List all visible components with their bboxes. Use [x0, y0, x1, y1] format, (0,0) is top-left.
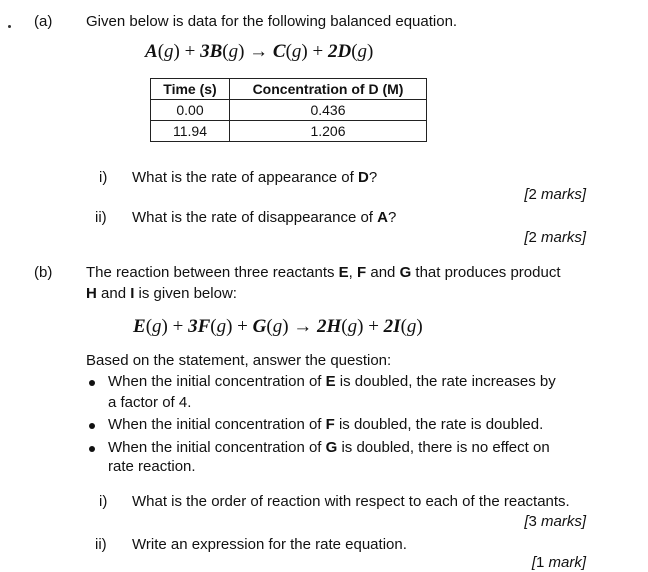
eq-b-species-h: 2H [317, 316, 342, 337]
bullet-dot [89, 423, 95, 429]
table-cell: 1.206 [230, 121, 427, 142]
table-header-time: Time (s) [151, 79, 230, 100]
eq-b-species-f: 3F [188, 316, 211, 337]
bullet-item-2-line1: When the initial concentration of F is doubled, the rate is doubled. [108, 416, 544, 433]
part-b-intro-line2: H and I is given below: [86, 285, 237, 302]
eq-a-species-c: C [272, 41, 286, 62]
part-b-q1-number: i) [99, 493, 108, 510]
eq-a-species-b: 3B [200, 41, 223, 62]
eq-a-species-a: A [145, 41, 158, 62]
table-row [151, 121, 427, 142]
data-table [150, 78, 427, 142]
part-a-label: (a) [34, 13, 53, 30]
table-cell: 11.94 [151, 121, 230, 142]
part-a-q2-number: ii) [95, 209, 107, 226]
part-b-q1-text: What is the order of reaction with respect to each of the reactants. [132, 493, 570, 510]
part-a-q1-marks: [2 marks] [524, 186, 586, 203]
part-b-q2-marks: [1 mark] [531, 554, 586, 571]
margin-dot [8, 25, 11, 28]
part-b-label: (b) [34, 264, 53, 281]
bullet-dot [89, 446, 95, 452]
part-b-q1-marks: [3 marks] [524, 513, 586, 530]
part-a-q1-text: What is the rate of appearance of D? [132, 169, 378, 186]
table-cell: 0.00 [151, 100, 230, 121]
bullet-item-1-line1: When the initial concentration of E is doubled, the rate increases by [108, 373, 556, 390]
statement-intro: Based on the statement, answer the question: [86, 352, 392, 369]
part-a-q2-marks: [2 marks] [524, 229, 586, 246]
part-a-equation: A(g) + 3B(g) → C(g) + 2D(g) [145, 41, 374, 62]
eq-b-species-g: G [252, 316, 267, 337]
part-a-q1-number: i) [99, 169, 108, 186]
eq-a-species-d: 2D [327, 41, 352, 62]
eq-b-species-e: E [133, 316, 146, 337]
part-b-q2-text: Write an expression for the rate equation. [132, 536, 407, 553]
table-header-row [151, 79, 427, 100]
bullet-item-1-line2: a factor of 4. [108, 394, 192, 411]
part-a-q2-text: What is the rate of disappearance of A? [132, 209, 397, 226]
table-cell: 0.436 [230, 100, 427, 121]
bullet-dot [89, 380, 95, 386]
eq-b-species-i: 2I [383, 316, 401, 337]
part-b-equation: E(g) + 3F(g) + G(g) → 2H(g) + 2I(g) [133, 316, 423, 337]
table-header-concentration: Concentration of D (M) [230, 79, 427, 100]
part-b-q2-number: ii) [95, 536, 107, 553]
table-row [151, 100, 427, 121]
part-a-intro: Given below is data for the following balanced equation. [86, 13, 458, 30]
bullet-item-3-line2: rate reaction. [108, 458, 196, 475]
part-b-intro-line1: The reaction between three reactants E, F and G that produces product [86, 264, 561, 281]
bullet-item-3-line1: When the initial concentration of G is doubled, there is no effect on [108, 439, 550, 456]
